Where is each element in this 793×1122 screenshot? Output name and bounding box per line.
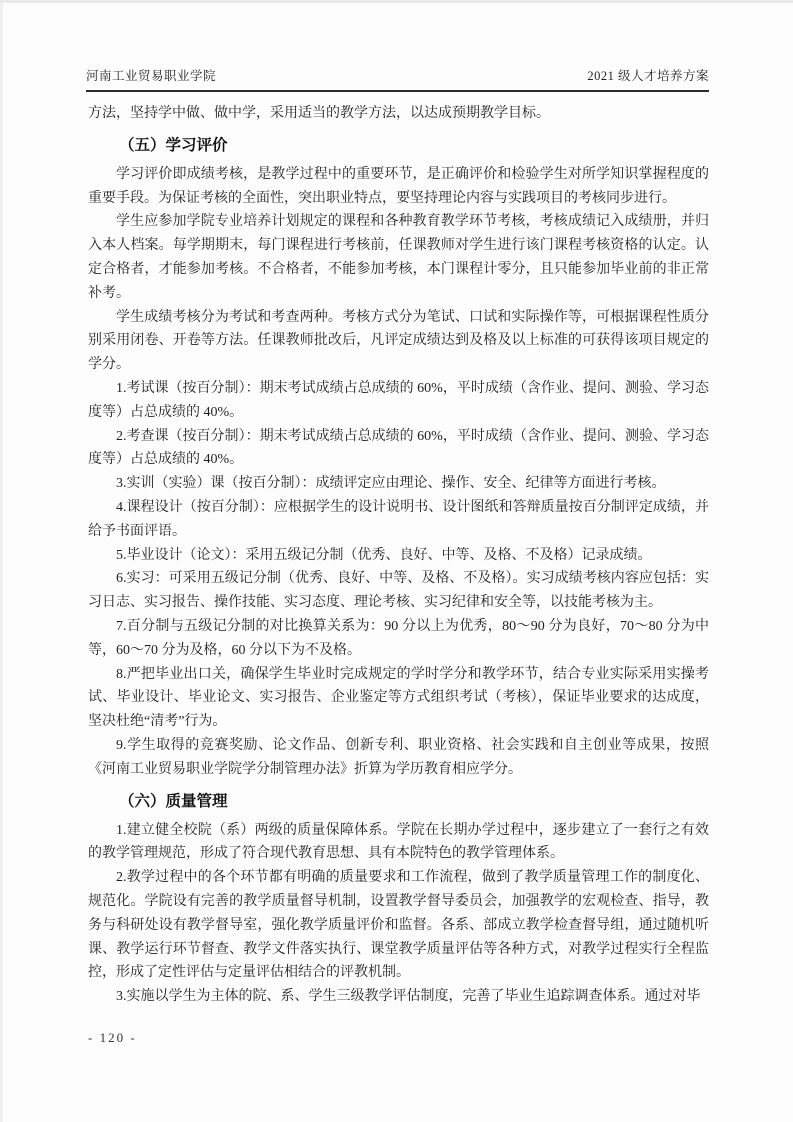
list-item-practical-course: 3.实训（实验）课（按百分制）：成绩评定应由理论、操作、安全、纪律等方面进行考核。 [116,476,666,492]
page-number: - 120 - [88,1030,137,1045]
heading-quality-management: （六）质量管理 [119,792,228,810]
list-item-exam-course: 1.考试课（按百分制）：期末考试成绩占总成绩的 60%，平时成绩（含作业、提问、测验、学习态度等）占总成绩的 40%。 [88,380,709,420]
list-item-grade-conversion: 7.百分制与五级记分制的对比换算关系为：90 分以上为优秀，80～90 分为良好，70～80 分为中等，60～70 分为及格，60 分以下为不及格。 [88,618,709,658]
paragraph-exam-eligibility: 学生应参加学院专业培养计划规定的课程和各种教育教学环节考核，考核成绩记入成绩册，并归入本人档案。每学期期末，每门课程进行考核前，任课教师对学生进行该门课程考核资格的认定。认定合格者，才能参加考核。不合格者，不能参加考核，本门课程计零分，且只能参加毕业前的非正常补考。 [88,214,709,301]
document-body [88,102,709,1009]
list-item-graduation-design: 5.毕业设计（论文）：采用五级记分制（优秀、良好、中等、及格、不及格）记录成绩。 [116,547,652,563]
list-item-graduation-gate: 8.严把毕业出口关，确保学生毕业时完成规定的学时学分和教学环节，结合专业实际采用实操考试、毕业设计、毕业论文、实习报告、企业鉴定等方式组织考试（考核），保证毕业要求的达成度，坚决杜绝“清考”行为。 [88,666,709,730]
list-item-evaluation-system: 3.实施以学生为主体的院、系、学生三级教学评估制度，完善了毕业生追踪调查体系。通过对毕 [116,989,701,1005]
list-item-course-design: 4.课程设计（按百分制）：应根据学生的设计说明书、设计图纸和答辩质量按百分制评定成绩，并给予书面评语。 [88,499,709,539]
list-item-assessment-course: 2.考查课（按百分制）：期末考试成绩占总成绩的 60%，平时成绩（含作业、提问、测验、学习态度等）占总成绩的 40%。 [88,428,709,468]
list-item-credit-conversion: 9.学生取得的竞赛奖励、论文作品、创新专利、职业资格、社会实践和自主创业等成果，按照《河南工业贸易职业学院学分制管理办法》折算为学历教育相应学分。 [88,737,709,777]
paragraph-exam-types: 学生成绩考核分为考试和考查两种。考核方式分为笔试、口试和实际操作等，可根据课程性质分别采用闭卷、开卷等方法。任课教师批改后，凡评定成绩达到及格及以上标准的可获得该项目规定的学分。 [88,309,709,373]
paragraph-methods-continuation: 方法，坚持学中做、做中学，采用适当的教学方法，以达成预期教学目标。 [88,106,550,121]
header-plan-title: 2021 级人才培养方案 [587,69,709,83]
list-item-internship: 6.实习：可采用五级记分制（优秀、良好、中等、及格、不及格）。实习成绩考核内容应包括：实习日志、实习报告、操作技能、实习态度、理论考核、实习纪律和安全等，以技能考核为主。 [88,571,709,611]
list-item-quality-process: 2.教学过程中的各个环节都有明确的质量要求和工作流程，做到了教学质量管理工作的制度化、规范化。学院设有完善的教学质量督导机制，设置教学督导委员会，加强教学的宏观检查、指导，教务与科研处设有教学督导室，强化教学质量评价和监督。各系、部成立教学检查督导组，通过随机听课、教学运行环节督查、教学文件落实执行、课堂教学质量评估等各种方式，对教学过程实行全程监控，形成了定性评估与定量评估相结合的评教机制。 [88,870,709,981]
paragraph-evaluation-intro: 学习评价即成绩考核，是教学过程中的重要环节，是正确评价和检验学生对所学知识掌握程度的重要手段。为保证考核的全面性，突出职业特点，要坚持理论内容与实践项目的考核同步进行。 [88,166,709,206]
heading-learning-evaluation: （五）学习评价 [119,136,228,154]
page-header [86,66,709,92]
header-school-name: 河南工业贸易职业学院 [86,69,217,83]
list-item-quality-system: 1.建立健全校院（系）两级的质量保障体系。学院在长期办学过程中，逐步建立了一套行之有效的教学管理规范，形成了符合现代教育思想、具有本院特色的教学管理体系。 [88,822,709,862]
